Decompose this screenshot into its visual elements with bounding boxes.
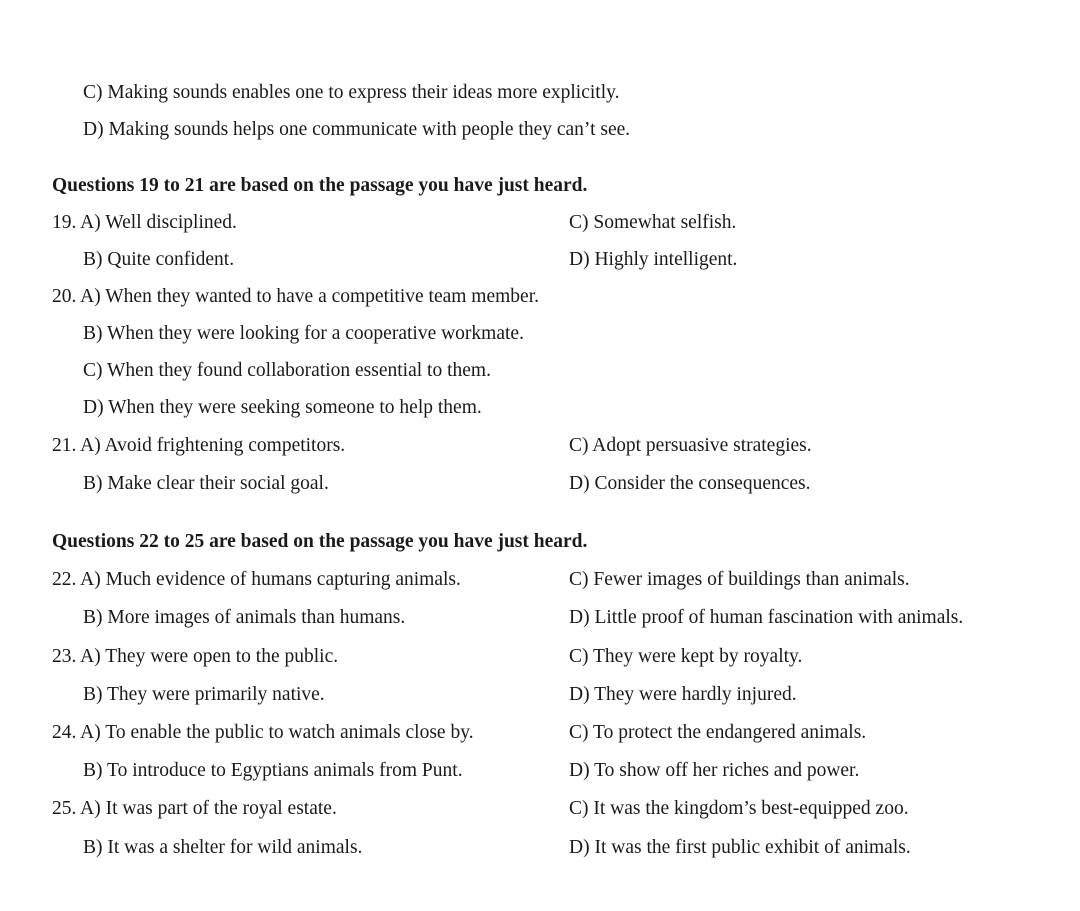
q19-option-a: 19. A) Well disciplined. [52, 212, 237, 233]
q24-option-a: 24. A) To enable the public to watch animals close by. [52, 722, 474, 743]
q25-option-b: B) It was a shelter for wild animals. [83, 837, 363, 858]
q22-option-d: D) Little proof of human fascination with animals. [569, 607, 964, 628]
q22-option-c: C) Fewer images of buildings than animals. [569, 569, 910, 590]
q20-option-b: B) When they were looking for a cooperative workmate. [83, 323, 524, 344]
q21-option-a: 21. A) Avoid frightening competitors. [52, 435, 346, 456]
q19-option-b: B) Quite confident. [83, 249, 235, 270]
section-heading-19-21: Questions 19 to 21 are based on the passage you have just heard. [52, 175, 588, 196]
q24-option-d: D) To show off her riches and power. [569, 760, 860, 781]
q24-option-b: B) To introduce to Egyptians animals from Punt. [83, 760, 463, 781]
q20-option-d: D) When they were seeking someone to help them. [83, 397, 482, 418]
q19-option-d: D) Highly intelligent. [569, 249, 738, 270]
q22-option-a: 22. A) Much evidence of humans capturing animals. [52, 569, 461, 590]
q25-option-d: D) It was the first public exhibit of animals. [569, 837, 911, 858]
q21-option-c: C) Adopt persuasive strategies. [569, 435, 812, 456]
q22-option-b: B) More images of animals than humans. [83, 607, 406, 628]
q23-option-d: D) They were hardly injured. [569, 684, 797, 705]
q24-option-c: C) To protect the endangered animals. [569, 722, 867, 743]
q18-option-d: D) Making sounds helps one communicate with people they can’t see. [83, 119, 631, 140]
q18-option-c: C) Making sounds enables one to express their ideas more explicitly. [83, 82, 620, 103]
section-heading-22-25: Questions 22 to 25 are based on the passage you have just heard. [52, 531, 588, 552]
q20-option-c: C) When they found collaboration essential to them. [83, 360, 491, 381]
q25-option-c: C) It was the kingdom’s best-equipped zoo. [569, 798, 909, 819]
q21-option-b: B) Make clear their social goal. [83, 473, 329, 494]
q19-option-c: C) Somewhat selfish. [569, 212, 737, 233]
q21-option-d: D) Consider the consequences. [569, 473, 811, 494]
q25-option-a: 25. A) It was part of the royal estate. [52, 798, 337, 819]
q23-option-a: 23. A) They were open to the public. [52, 646, 339, 667]
q23-option-b: B) They were primarily native. [83, 684, 325, 705]
q23-option-c: C) They were kept by royalty. [569, 646, 803, 667]
q20-option-a: 20. A) When they wanted to have a competitive team member. [52, 286, 539, 307]
